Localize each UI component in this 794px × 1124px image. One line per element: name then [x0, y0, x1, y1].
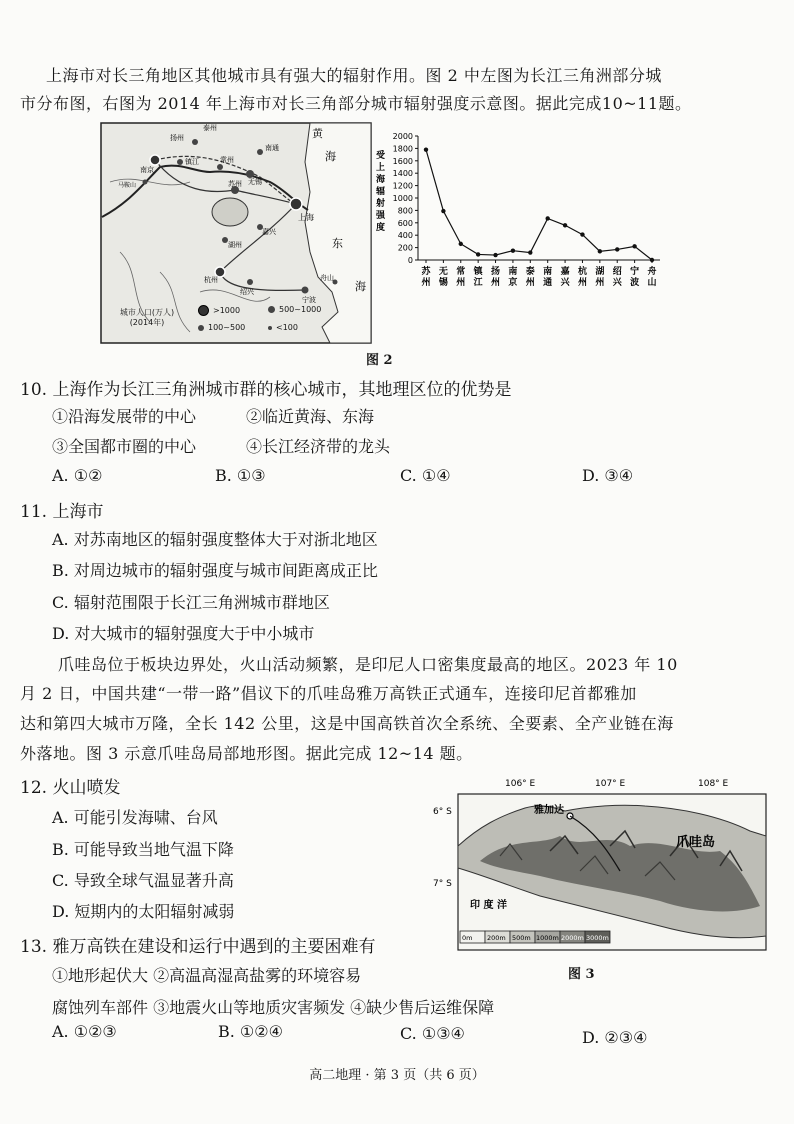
x-tick-label [578, 265, 587, 288]
svg-text:州: 州 [456, 278, 466, 288]
q10-item: ①沿海发展带的中心 [52, 407, 197, 426]
java-terrain-map [430, 776, 775, 952]
radiation-intensity-chart [372, 126, 668, 316]
svg-text:宁: 宁 [630, 267, 640, 277]
q13-option-d[interactable]: D. ②③④ [582, 1028, 648, 1047]
figure-2-caption: 图 2 [366, 353, 393, 368]
svg-text:通: 通 [543, 278, 553, 288]
map-city-label: 湖州 [228, 241, 242, 249]
y-axis-label-char: 强 [376, 211, 386, 221]
q11-option-b[interactable]: B. 对周边城市的辐射强度与城市间距离成正比 [52, 561, 378, 580]
svg-text:湖: 湖 [595, 267, 605, 277]
svg-text:州: 州 [491, 278, 501, 288]
y-tick-label: 1600 [392, 156, 413, 166]
svg-text:州: 州 [525, 278, 535, 288]
map-city-label: 上海 [298, 213, 314, 222]
svg-text:无: 无 [438, 267, 448, 277]
y-tick-label: 200 [397, 243, 413, 253]
q10-item: ③全国都市圈的中心 [52, 437, 197, 456]
y-axis-label-char: 上 [376, 163, 386, 173]
map-city-label: 南京 [140, 166, 154, 174]
map-sea-label: 海 [355, 280, 366, 293]
q10-item: ②临近黄海、东海 [246, 407, 375, 426]
elevation-legend [460, 931, 610, 943]
svg-text:杭: 杭 [577, 267, 587, 277]
map-city-label: 苏州 [228, 180, 242, 188]
q13-stem: 13. 雅万高铁在建设和运行中遇到的主要困难有 [20, 937, 376, 957]
y-axis-label-char: 度 [376, 223, 386, 233]
data-point [528, 250, 532, 254]
q10-stem: 10. 上海作为长江三角洲城市群的核心城市，其地理区位的优势是 [20, 380, 512, 400]
x-tick-label [561, 265, 571, 288]
lon-label: 108° E [698, 779, 729, 789]
q13-option-a[interactable]: A. ①②③ [52, 1022, 117, 1041]
indian-ocean-label: 印 度 洋 [470, 900, 507, 911]
lat-label: 7° S [433, 879, 452, 889]
y-tick-label: 2000 [392, 132, 413, 141]
data-point [650, 258, 654, 262]
y-axis-label-char: 辐 [376, 187, 386, 197]
legend-label: 500m [512, 934, 531, 942]
x-tick-label [543, 265, 552, 288]
svg-text:南: 南 [508, 267, 518, 277]
lon-label: 107° E [595, 779, 626, 789]
data-point [545, 216, 549, 220]
x-tick-label [613, 265, 623, 288]
map-city-label: 杭州 [204, 276, 218, 284]
map-legend-title [112, 308, 182, 328]
data-point [493, 253, 497, 257]
x-tick-label [491, 265, 500, 288]
svg-text:州: 州 [595, 278, 605, 288]
svg-text:扬: 扬 [491, 267, 501, 277]
intro2-line3: 达和第四大城市万隆，全长 142 公里，这是中国高铁首次全系统、全要素、全产业链在海 [20, 714, 674, 733]
intro1-line1: 上海市对长三角地区其他城市具有强大的辐射作用。图 2 中左图为长江三角洲部分城 [46, 66, 662, 85]
y-axis-label-char: 海 [376, 175, 386, 185]
q10-option-a[interactable]: A. ①② [52, 466, 103, 485]
q12-option-c[interactable]: C. 导致全球气温显著升高 [52, 871, 234, 890]
x-tick-label [439, 265, 449, 288]
q12-stem: 12. 火山喷发 [20, 778, 121, 798]
y-tick-label: 1400 [392, 169, 413, 179]
legend-label: 200m [487, 934, 506, 942]
y-tick-label: 600 [397, 218, 413, 228]
map-sea-label: 黄 [312, 127, 323, 140]
map-sea-label: 海 [325, 150, 336, 163]
map-city-label: 马鞍山 [118, 182, 137, 189]
q11-option-c[interactable]: C. 辐射范围限于长江三角洲城市群地区 [52, 593, 330, 612]
y-axis-label-group [375, 149, 386, 233]
svg-text:京: 京 [508, 278, 518, 288]
data-point [424, 147, 428, 151]
q13-option-b[interactable]: B. ①②④ [218, 1022, 283, 1041]
x-tick-label [647, 265, 656, 288]
q12-option-d[interactable]: D. 短期内的太阳辐射减弱 [52, 902, 235, 921]
y-tick-label: 800 [397, 206, 413, 216]
legend-label: 1000m [536, 934, 559, 942]
x-tick-label [456, 265, 465, 288]
map-city-label: 嘉兴 [262, 228, 276, 236]
q12-option-b[interactable]: B. 可能导致当地气温下降 [52, 840, 234, 859]
svg-text:镇: 镇 [473, 267, 483, 277]
map-city-label: 常州 [220, 156, 234, 164]
x-tick-label [526, 265, 535, 288]
legend-label: 2000m [561, 934, 584, 942]
intro2-line1: 爪哇岛位于板块边界处，火山活动频繁，是印尼人口密集度最高的地区。2023 年 10 [58, 655, 678, 674]
q12-option-a[interactable]: A. 可能引发海啸、台风 [52, 808, 218, 827]
map-city-label: 南通 [265, 144, 279, 152]
legend-item: <100 [268, 323, 298, 332]
legend-label: 0m [462, 934, 473, 942]
y-tick-label: 1000 [392, 194, 413, 203]
map-city-label: 绍兴 [240, 288, 254, 296]
data-point [511, 249, 515, 253]
svg-text:常: 常 [456, 267, 466, 277]
svg-text:州: 州 [577, 278, 587, 288]
q13-line1: ①地形起伏大 ②高温高湿高盐雾的环境容易 [52, 966, 362, 985]
map-city-label: 舟山 [320, 274, 334, 282]
svg-text:舟: 舟 [647, 267, 657, 277]
figure-3-caption: 图 3 [568, 967, 595, 982]
data-point [476, 252, 480, 256]
x-tick-label [421, 265, 431, 288]
q10-option-c[interactable]: C. ①④ [400, 466, 451, 485]
map-city-label: 扬州 [170, 134, 184, 142]
data-point [615, 247, 619, 251]
svg-text:波: 波 [630, 278, 640, 288]
jakarta-label: 雅加达 [534, 805, 564, 816]
y-tick-label: 1200 [392, 181, 413, 191]
svg-text:泰: 泰 [525, 267, 535, 277]
y-axis-label-char: 受 [376, 151, 386, 161]
legend-item: >1000 [198, 305, 240, 316]
q10-option-b[interactable]: B. ①③ [215, 466, 266, 485]
data-point [580, 232, 584, 236]
map-city-label: 镇江 [185, 158, 199, 166]
x-tick-label [594, 265, 604, 288]
intro2-line4: 外落地。图 3 示意爪哇岛局部地形图。据此完成 12~14 题。 [20, 744, 473, 763]
java-island-label: 爪哇岛 [676, 835, 716, 850]
svg-text:兴: 兴 [560, 278, 570, 288]
legend-title-line1: 城市人口(万人) [119, 308, 175, 317]
map-sea-label: 东 [332, 237, 343, 250]
data-point [459, 242, 463, 246]
legend-title-line2: (2014年) [129, 318, 165, 327]
legend-item: 500~1000 [268, 305, 321, 314]
svg-text:江: 江 [473, 278, 483, 288]
q11-stem: 11. 上海市 [20, 502, 104, 522]
y-tick-label: 1800 [392, 144, 413, 154]
x-tick-label [473, 265, 484, 288]
q10-option-d[interactable]: D. ③④ [582, 466, 634, 485]
svg-text:州: 州 [421, 278, 431, 288]
svg-text:南: 南 [543, 267, 553, 277]
q11-option-d[interactable]: D. 对大城市的辐射强度大于中小城市 [52, 624, 315, 643]
q11-option-a[interactable]: A. 对苏南地区的辐射强度整体大于对浙北地区 [52, 530, 378, 549]
data-point [632, 244, 636, 248]
data-point [598, 249, 602, 253]
data-point [441, 209, 445, 213]
svg-text:苏: 苏 [421, 267, 431, 277]
lat-label: 6° S [433, 807, 452, 817]
x-tick-label [630, 265, 639, 288]
legend-label: 3000m [586, 934, 609, 942]
intro1-line2: 市分布图，右图为 2014 年上海市对长三角部分城市辐射强度示意图。据此完成10~11题。 [20, 94, 692, 113]
x-tick-label [508, 265, 517, 288]
q10-item: ④长江经济带的龙头 [246, 437, 391, 456]
q13-option-c[interactable]: C. ①③④ [400, 1024, 465, 1043]
svg-text:山: 山 [647, 278, 657, 288]
intro2-line2: 月 2 日，中国共建“一带一路”倡议下的爪哇岛雅万高铁正式通车，连接印尼首都雅加 [20, 684, 637, 703]
map-city-label: 泰州 [203, 124, 217, 132]
svg-text:锡: 锡 [438, 278, 448, 288]
lon-label: 106° E [505, 779, 536, 789]
y-tick-label: 400 [397, 231, 413, 241]
y-tick-label: 0 [407, 256, 413, 265]
svg-text:兴: 兴 [612, 278, 622, 288]
svg-text:绍: 绍 [612, 267, 622, 277]
legend-item: 100~500 [198, 323, 245, 332]
data-point [563, 223, 567, 227]
q13-line2: 腐蚀列车部件 ③地震火山等地质灾害频发 ④缺少售后运维保障 [52, 998, 495, 1017]
svg-text:嘉: 嘉 [560, 267, 570, 277]
y-axis-label-char: 射 [376, 199, 386, 209]
map-city-label: 无锡 [248, 178, 262, 186]
page-footer: 高二地理 · 第 3 页（共 6 页） [309, 1068, 485, 1083]
map-city-label: 宁波 [302, 296, 316, 304]
